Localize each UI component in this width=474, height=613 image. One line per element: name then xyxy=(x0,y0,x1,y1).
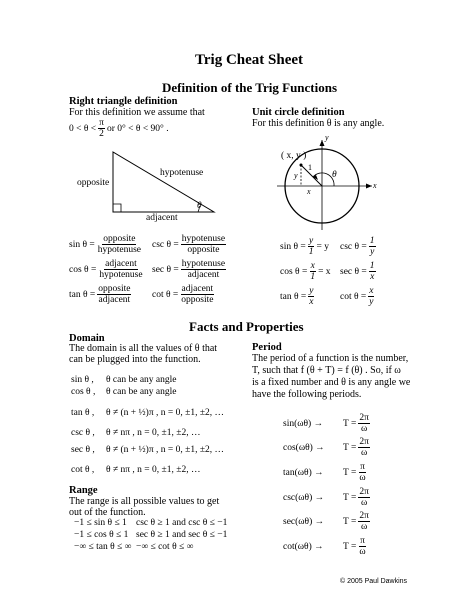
range-text-1: The range is all possible values to get xyxy=(69,496,220,507)
angle-condition: 0 < θ < $\frac{\pi}{2}$ or 0° < θ < 90° . xyxy=(69,118,169,139)
range-text-2: out of the function. xyxy=(69,507,146,518)
section-facts-heading: Facts and Properties xyxy=(189,319,304,334)
label-opposite: opposite xyxy=(77,178,110,188)
copyright-footer: © 2005 Paul Dawkins xyxy=(340,578,408,585)
label-x-segment: x xyxy=(307,187,311,196)
label-circle-theta: θ xyxy=(332,170,337,180)
label-point-xy: ( x, y ) xyxy=(281,151,307,161)
axis-x-label: x xyxy=(373,181,377,190)
domain-heading: Domain xyxy=(69,333,105,344)
page-title: Trig Cheat Sheet xyxy=(195,52,304,68)
label-triangle-theta: θ xyxy=(197,201,202,211)
range-heading: Range xyxy=(69,485,98,496)
label-y-segment: y xyxy=(294,171,298,180)
section-definitions-heading: Definition of the Trig Functions xyxy=(162,80,338,95)
period-text-2: T, such that f (θ + T) = f (θ) . So, if ω xyxy=(252,365,401,376)
right-triangle-intro: For this definition we assume that xyxy=(69,107,205,118)
label-hypotenuse: hypotenuse xyxy=(160,168,204,178)
unit-circle-intro: For this definition θ is any angle. xyxy=(252,118,385,129)
period-text-4: have the following periods. xyxy=(252,389,362,400)
period-heading: Period xyxy=(252,342,282,353)
axis-y-label: y xyxy=(325,133,329,142)
domain-text-1: The domain is all the values of θ that xyxy=(69,343,218,354)
label-adjacent: adjacent xyxy=(146,213,178,223)
label-radius-one: 1 xyxy=(308,163,312,172)
right-triangle-heading: Right triangle definition xyxy=(69,96,178,107)
domain-text-2: can be plugged into the function. xyxy=(69,354,201,365)
period-text-3: is a fixed number and θ is any angle we xyxy=(252,377,411,388)
unit-circle-heading: Unit circle definition xyxy=(252,107,345,118)
period-text-1: The period of a function is the number, xyxy=(252,353,409,364)
